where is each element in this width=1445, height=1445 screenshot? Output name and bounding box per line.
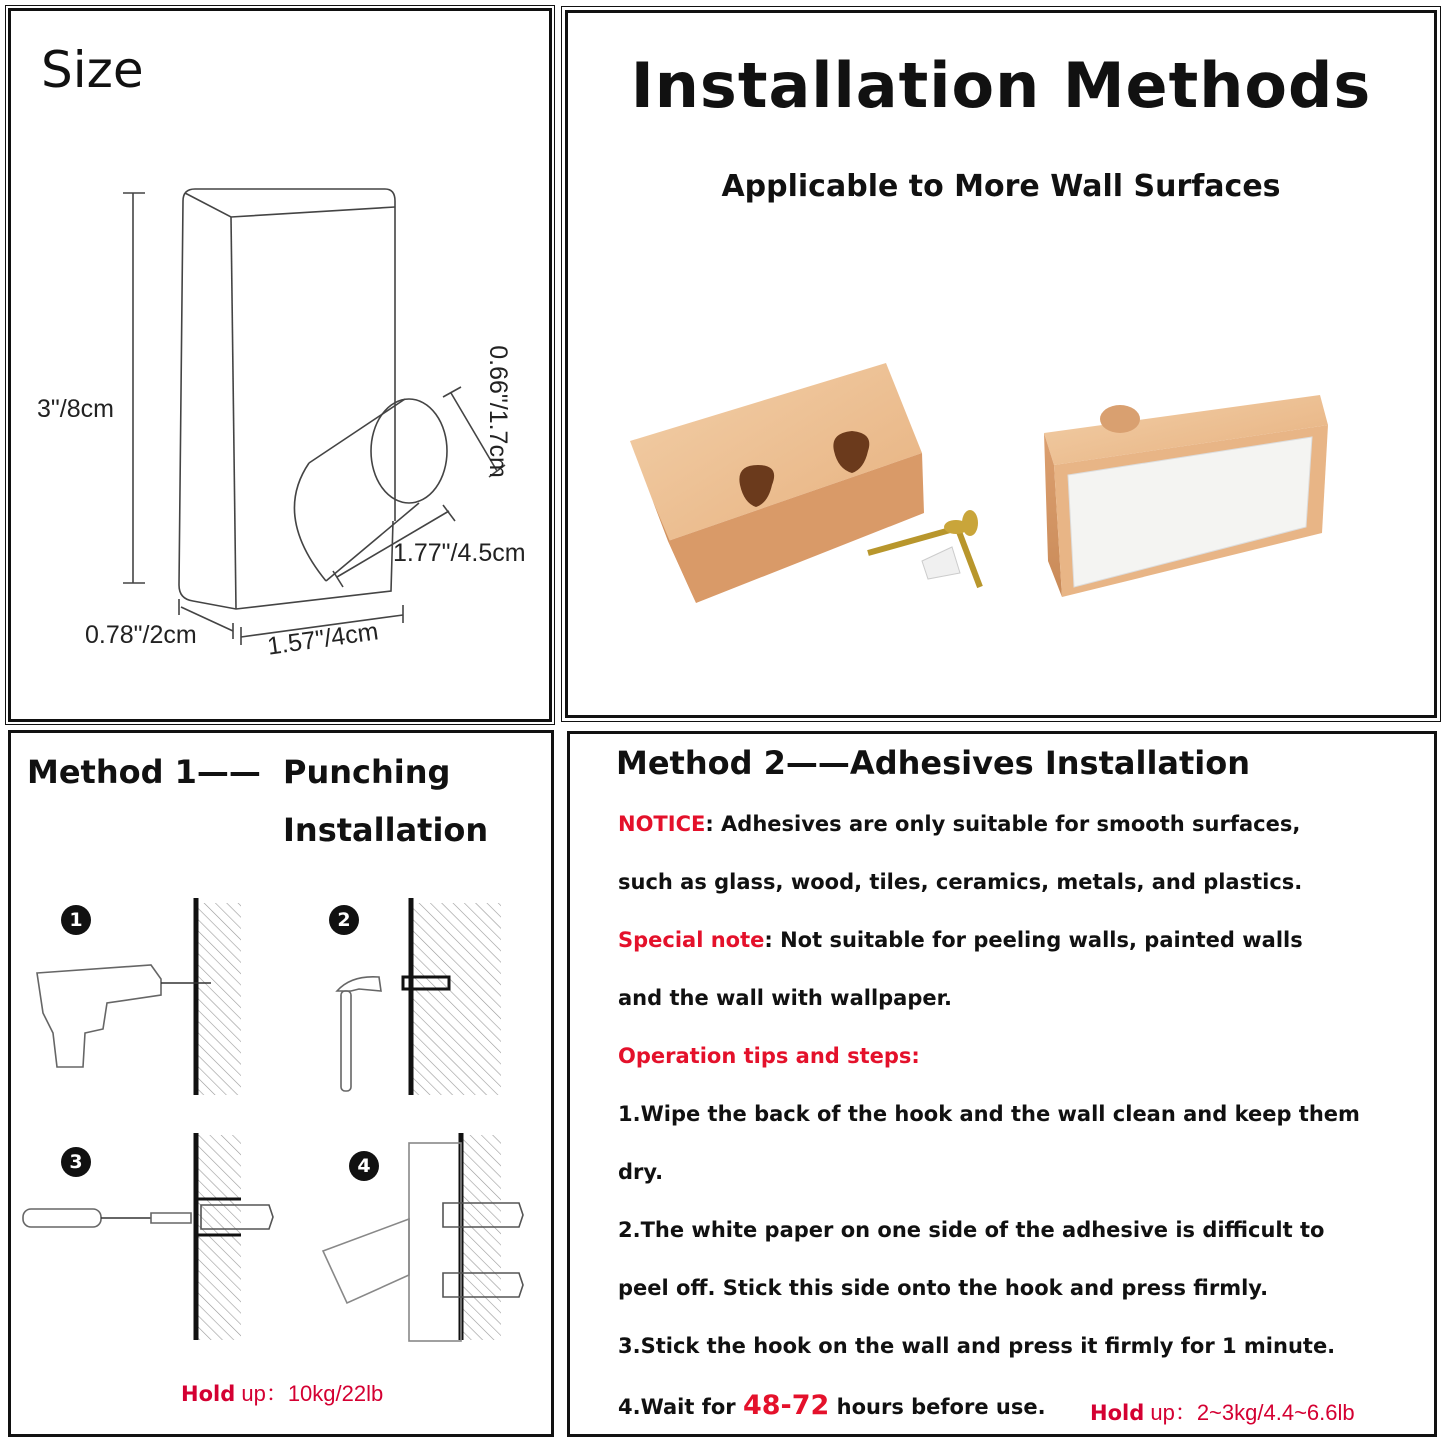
tips-heading: Operation tips and steps: — [618, 1044, 920, 1068]
notice-line — [618, 812, 1300, 836]
special-note-line — [618, 928, 1303, 952]
method2-title: Method 2——Adhesives Installation — [616, 744, 1251, 782]
step-3-line: 3.Stick the hook on the wall and press it firmly for 1 minute. — [618, 1334, 1336, 1358]
installation-subtitle: Applicable to More Wall Surfaces — [721, 169, 1281, 204]
method2-hold-label: Hold — [1090, 1401, 1145, 1425]
method2-hold-capacity — [1090, 1396, 1355, 1427]
installation-methods-panel — [565, 10, 1437, 718]
special-note-label: Special note — [618, 928, 765, 952]
step-3-badge: 3 — [61, 1147, 91, 1177]
hook-dimension-drawing — [11, 11, 549, 719]
step-4-highlight: 48-72 — [742, 1390, 830, 1421]
height-dimension: 3"/8cm — [37, 395, 114, 423]
step-1-badge: 1 — [61, 905, 91, 935]
diameter-dimension: 0.66"/1.7cm — [483, 345, 512, 478]
size-panel — [8, 8, 552, 722]
peg-length-dimension: 1.77"/4.5cm — [393, 539, 526, 567]
method1-title-prefix: Method 1—— — [27, 753, 261, 791]
method1-hold-capacity — [181, 1377, 383, 1408]
special-note-text: : Not suitable for peeling walls, painted walls — [764, 928, 1303, 952]
method1-panel — [8, 730, 554, 1437]
method1-title-line2: Installation — [283, 811, 489, 849]
step-4-line — [618, 1390, 1046, 1421]
notice-line-2: such as glass, wood, tiles, ceramics, metals, and plastics. — [618, 870, 1303, 894]
method1-hold-value: up：10kg/22lb — [235, 1381, 384, 1406]
method2-panel — [567, 731, 1437, 1437]
step-2-line-b: peel off. Stick this side onto the hook and press firmly. — [618, 1276, 1269, 1300]
product-photo — [568, 13, 1434, 715]
size-title: Size — [41, 41, 144, 99]
step-4-pre: 4.Wait for — [618, 1395, 743, 1419]
notice-label: NOTICE — [618, 812, 706, 836]
depth-dimension: 0.78"/2cm — [85, 621, 197, 649]
step-1-line-a: 1.Wipe the back of the hook and the wall clean and keep them — [618, 1102, 1360, 1126]
width-dimension: 1.57"/4cm — [265, 617, 381, 661]
step-1-line-b: dry. — [618, 1160, 664, 1184]
installation-title: Installation Methods — [630, 49, 1372, 122]
step-4-post: hours before use. — [829, 1395, 1046, 1419]
step-2-line-a: 2.The white paper on one side of the adhesive is difficult to — [618, 1218, 1325, 1242]
notice-text: : Adhesives are only suitable for smooth surfaces, — [705, 812, 1301, 836]
method1-hold-label: Hold — [181, 1382, 236, 1406]
step-4-badge: 4 — [349, 1151, 379, 1181]
method2-hold-value: up：2~3kg/4.4~6.6lb — [1144, 1400, 1355, 1425]
step-2-badge: 2 — [329, 905, 359, 935]
special-note-line-2: and the wall with wallpaper. — [618, 986, 952, 1010]
method1-title-line1: Punching — [283, 753, 451, 791]
method1-steps-illustration — [11, 733, 551, 1433]
